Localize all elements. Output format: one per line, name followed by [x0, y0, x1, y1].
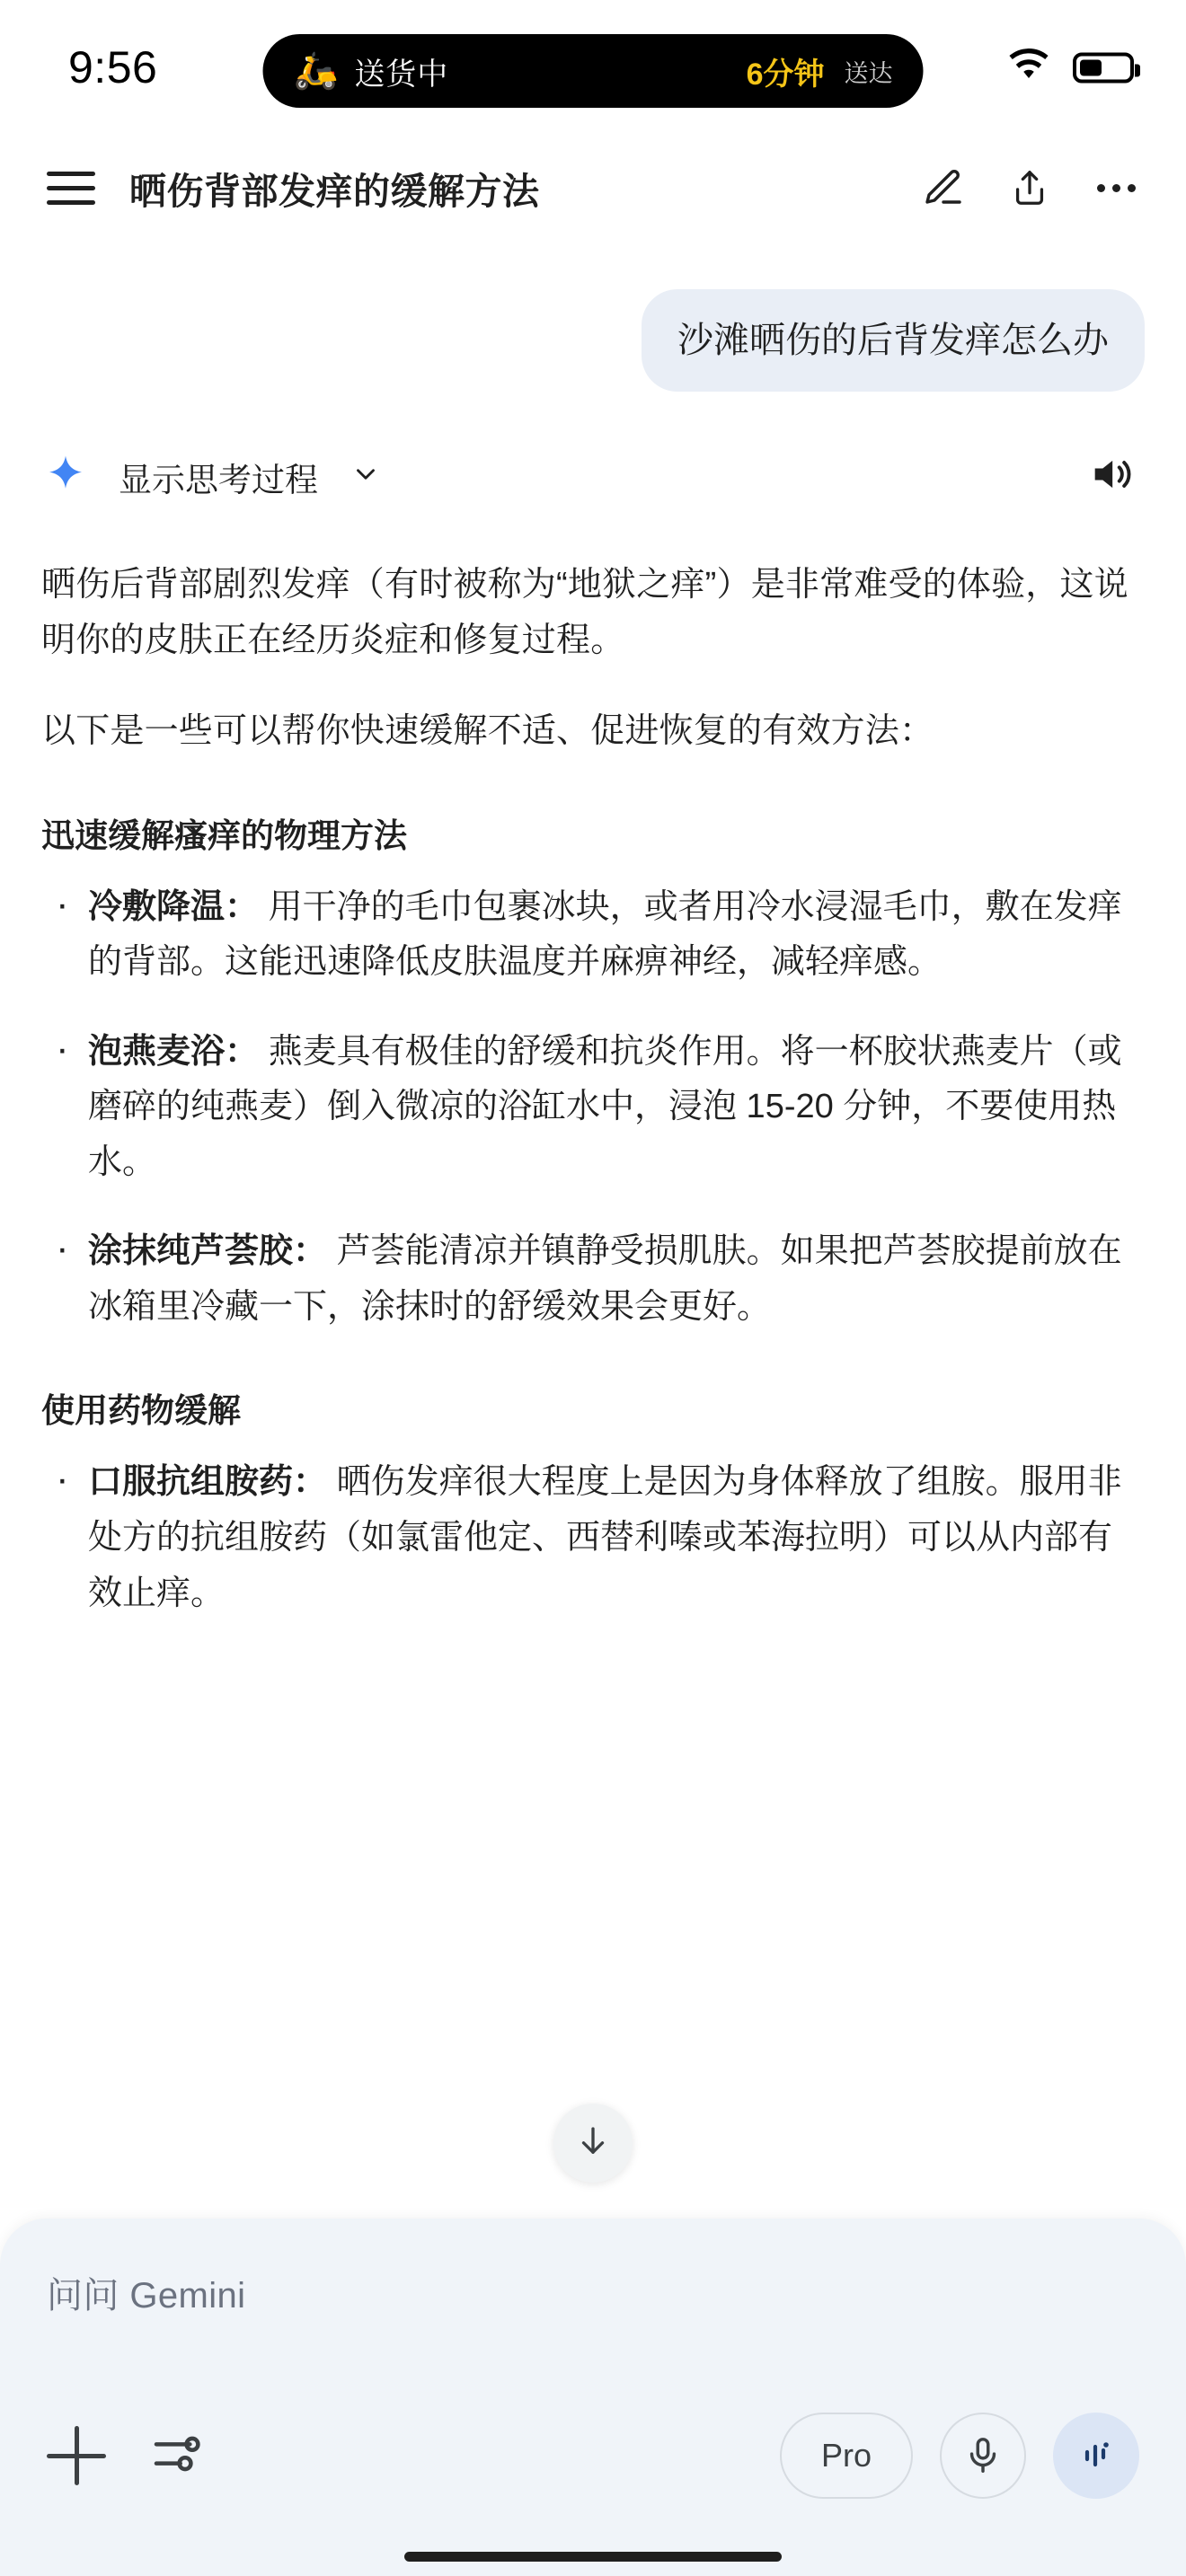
- arrow-down-icon: [574, 2122, 612, 2165]
- user-message-row: [41, 289, 1145, 392]
- status-clock: 9:56: [68, 42, 158, 93]
- show-thinking-row[interactable]: [41, 451, 1145, 502]
- list-item-term: 冷敷降温：: [88, 887, 260, 926]
- delivery-rider-icon: 🛵: [293, 51, 339, 91]
- home-indicator: [404, 2552, 782, 2562]
- user-message: 沙滩晒伤的后背发痒怎么办: [642, 289, 1145, 392]
- live-activity-eta-suffix: 送达: [844, 59, 893, 87]
- section-heading: 使用药物缓解: [41, 1392, 241, 1430]
- live-activity-eta: 6分钟: [746, 57, 825, 92]
- list-item: [47, 880, 1145, 991]
- assistant-answer: [41, 558, 1145, 1621]
- answer-paragraph: 以下是一些可以帮你快速缓解不适、促进恢复的有效方法：: [41, 712, 934, 751]
- bullet-list: [47, 880, 1145, 1336]
- status-indicators: [1005, 48, 1134, 88]
- speaker-icon[interactable]: [1087, 451, 1134, 502]
- list-item-term: 口服抗组胺药：: [88, 1463, 328, 1502]
- composer: [0, 2219, 1186, 2576]
- status-bar: [0, 0, 1186, 135]
- wifi-icon: [1005, 48, 1053, 88]
- composer-toolbar: [47, 2413, 1139, 2499]
- share-icon[interactable]: [1006, 164, 1053, 211]
- composer-actions: [780, 2413, 1139, 2499]
- list-item-text: 芦荟能清凉并镇静受损肌肤。如果把芦荟胶提前放在冰箱里冷藏一下，涂抹时的舒缓效果会更好。: [88, 1232, 1122, 1326]
- more-options-icon[interactable]: [1093, 164, 1139, 211]
- list-item-term: 泡燕麦浴：: [88, 1032, 260, 1071]
- battery-icon: [1073, 52, 1134, 83]
- live-activity-pill[interactable]: [263, 34, 924, 108]
- list-item-text: 用干净的毛巾包裹冰块，或者用冷水浸湿毛巾，敷在发痒的背部。这能迅速降低皮肤温度并麻痹神经，减轻痒感。: [88, 887, 1122, 982]
- list-item-term: 涂抹纯芦荟胶：: [88, 1232, 328, 1271]
- list-item: [47, 1224, 1145, 1335]
- pro-button[interactable]: Pro: [780, 2413, 913, 2499]
- list-item: [47, 1455, 1145, 1621]
- bullet-list: [47, 1455, 1145, 1621]
- gemini-sparkle-icon: [41, 453, 90, 501]
- list-item-text: 燕麦具有极佳的舒缓和抗炎作用。将一杯胶状燕麦片（或磨碎的纯燕麦）倒入微凉的浴缸水中，浸泡 15-20 分钟，不要使用热水。: [88, 1032, 1122, 1181]
- live-activity-label: 送货中: [354, 57, 449, 92]
- scroll-to-bottom-button[interactable]: [553, 2104, 633, 2183]
- prompt-input[interactable]: 问问 Gemini: [47, 2276, 246, 2316]
- tune-icon[interactable]: [149, 2425, 207, 2487]
- app-bar-actions: [920, 164, 1139, 211]
- show-thinking-label: 显示思考过程: [119, 461, 318, 498]
- microphone-icon[interactable]: [940, 2413, 1026, 2499]
- hamburger-menu-icon[interactable]: [47, 172, 95, 205]
- list-item-text: 晒伤发痒很大程度上是因为身体释放了组胺。服用非处方的抗组胺药（如氯雷他定、西替利嗪或苯海拉明）可以从内部有效止痒。: [88, 1463, 1122, 1612]
- list-item: [47, 1025, 1145, 1191]
- page-title: 晒伤背部发痒的缓解方法: [129, 170, 540, 212]
- answer-paragraph: 晒伤后背部剧烈发痒（有时被称为“地狱之痒”）是非常难受的体验，这说明你的皮肤正在经历炎症和修复过程。: [41, 566, 1128, 659]
- live-audio-icon[interactable]: [1053, 2413, 1139, 2499]
- section-heading: 迅速缓解瘙痒的物理方法: [41, 816, 407, 854]
- app-bar: [0, 135, 1186, 241]
- chevron-down-icon[interactable]: [350, 459, 381, 494]
- plus-icon[interactable]: [47, 2426, 106, 2485]
- compose-icon[interactable]: [920, 164, 967, 211]
